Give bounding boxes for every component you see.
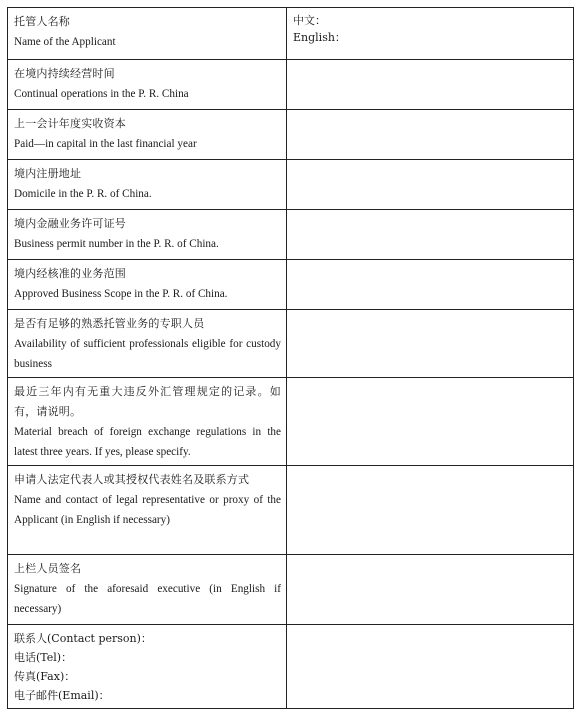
label-en: Name and contact of legal representative or proxy of the Applicant (in English if necessary) — [14, 494, 281, 526]
label-cn: 在境内持续经营时间 — [14, 67, 115, 80]
label-en: Signature of the aforesaid executive (in English if necessary) — [14, 583, 281, 615]
label-cell-business-scope — [8, 260, 287, 310]
contact-person-label: 联系人(Contact person)： — [14, 632, 152, 645]
table-row-applicant-name — [8, 8, 574, 60]
label-cn: 是否有足够的熟悉托管业务的专职人员 — [14, 317, 205, 330]
label-en: Business permit number in the P. R. of China. — [14, 238, 219, 250]
label-cell-fx-breach — [8, 378, 287, 466]
value-cell-business-scope[interactable] — [287, 260, 574, 310]
label-en: Continual operations in the P. R. China — [14, 88, 189, 100]
label-en: Paid—in capital in the last financial year — [14, 138, 197, 150]
label-cell-applicant-name — [8, 8, 287, 60]
label-cn: 上一会计年度实收资本 — [14, 117, 126, 130]
table-row-business-scope — [8, 260, 574, 310]
table-row-continual-operations — [8, 60, 574, 110]
email-label: 电子邮件(Email)： — [14, 689, 110, 702]
label-cell-contact-info — [8, 625, 287, 709]
label-cell-signature — [8, 555, 287, 625]
label-en: Availability of sufficient professionals eligible for custody business — [14, 338, 281, 370]
label-en: Domicile in the P. R. of China. — [14, 188, 152, 200]
label-cell-paid-in-capital — [8, 110, 287, 160]
value-cell-professionals[interactable] — [287, 310, 574, 378]
table-row-signature — [8, 555, 574, 625]
value-cell-domicile[interactable] — [287, 160, 574, 210]
label-cn: 上栏人员签名 — [14, 562, 82, 575]
value-cell-continual-operations[interactable] — [287, 60, 574, 110]
label-cn: 境内金融业务许可证号 — [14, 217, 126, 230]
label-en: Name of the Applicant — [14, 36, 116, 48]
label-cn: 境内注册地址 — [14, 167, 82, 180]
english-name-field-label: English： — [293, 31, 346, 44]
value-cell-contact-info[interactable] — [287, 625, 574, 709]
label-en: Approved Business Scope in the P. R. of China. — [14, 288, 228, 300]
applicant-info-form-table — [7, 7, 574, 709]
label-cell-legal-representative — [8, 466, 287, 555]
value-cell-paid-in-capital[interactable] — [287, 110, 574, 160]
label-cell-domicile — [8, 160, 287, 210]
table-row-legal-representative — [8, 466, 574, 555]
table-row-fx-breach — [8, 378, 574, 466]
label-cn: 最近三年内有无重大违反外汇管理规定的记录。如有，请说明。 — [14, 385, 281, 418]
label-cell-professionals — [8, 310, 287, 378]
chinese-name-field-label: 中文： — [293, 14, 326, 27]
table-row-paid-in-capital — [8, 110, 574, 160]
label-cn: 境内经核准的业务范围 — [14, 267, 126, 280]
label-en: Material breach of foreign exchange regulations in the latest three years. If yes, please specify. — [14, 426, 281, 458]
label-cn: 申请人法定代表人或其授权代表姓名及联系方式 — [14, 473, 250, 486]
table-row-business-permit — [8, 210, 574, 260]
value-cell-applicant-name[interactable] — [287, 8, 574, 60]
table-row-contact-info — [8, 625, 574, 709]
fax-label: 传真(Fax)： — [14, 670, 76, 683]
label-cell-business-permit — [8, 210, 287, 260]
value-cell-business-permit[interactable] — [287, 210, 574, 260]
tel-label: 电话(Tel)： — [14, 651, 73, 664]
table-row-professionals — [8, 310, 574, 378]
value-cell-legal-representative[interactable] — [287, 466, 574, 555]
value-cell-fx-breach[interactable] — [287, 378, 574, 466]
label-cell-continual-operations — [8, 60, 287, 110]
label-cn: 托管人名称 — [14, 15, 70, 28]
table-row-domicile — [8, 160, 574, 210]
value-cell-signature[interactable] — [287, 555, 574, 625]
